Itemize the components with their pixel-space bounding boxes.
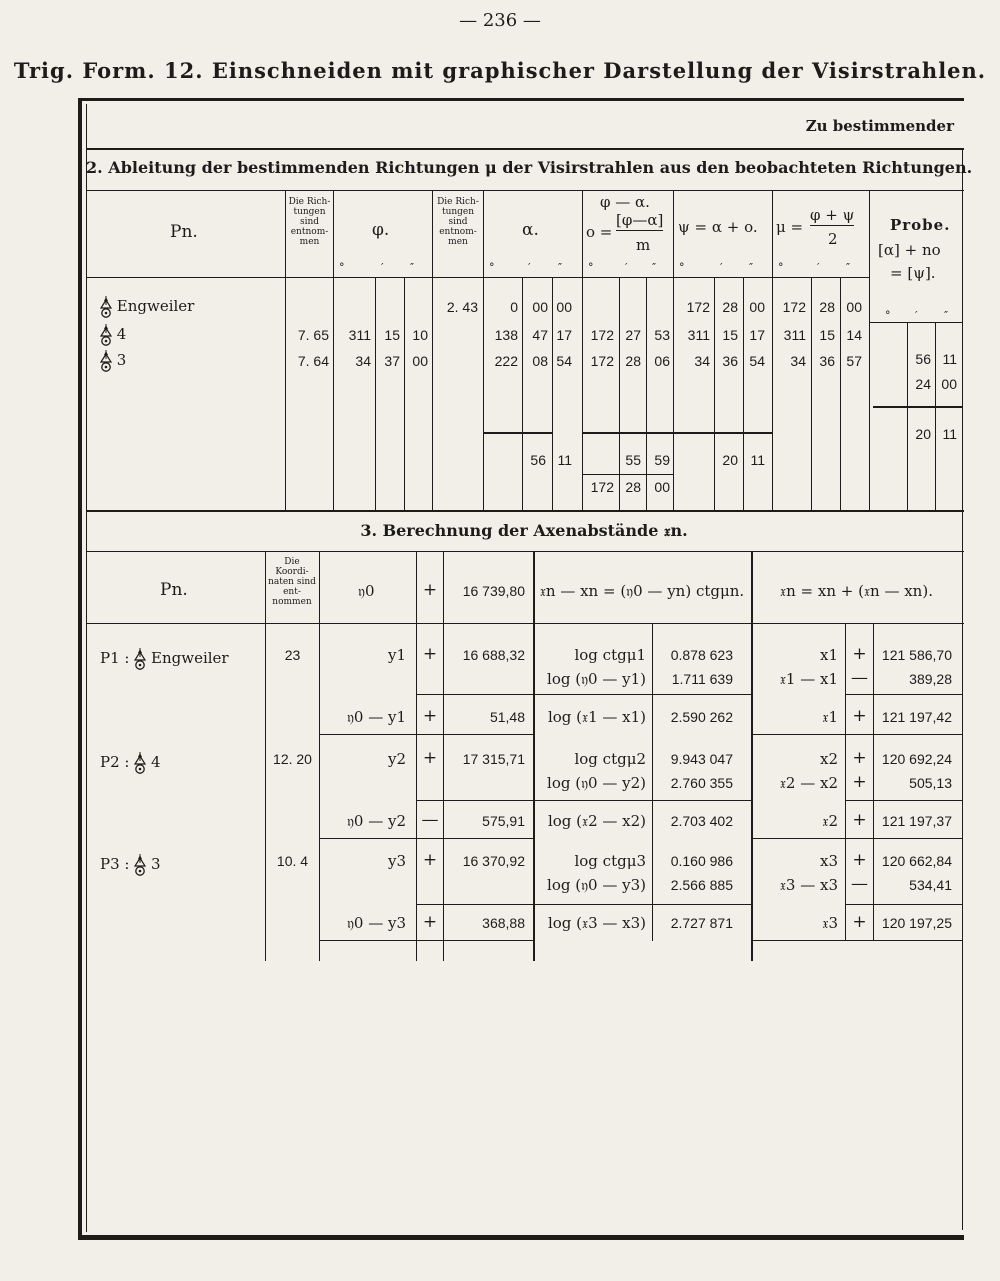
form-frame <box>78 98 973 1240</box>
s2-col-line <box>483 190 484 510</box>
trig-station-icon <box>134 752 146 772</box>
block-source: 12. 20 <box>273 751 312 767</box>
log-result-label: log (𝔵3 — x3) <box>547 914 646 932</box>
log-diff-value: 1.711 639 <box>671 671 733 687</box>
row-alpha-min: 47 <box>532 327 548 343</box>
s2-col-mu-den: 2 <box>828 230 838 248</box>
station-row <box>100 350 126 370</box>
block-source: 23 <box>284 647 301 663</box>
point-name: Engweiler <box>151 649 229 667</box>
row-o-sec: 06 <box>654 353 670 369</box>
s2-subcol-line <box>907 322 908 510</box>
log-diff-value: 2.760 355 <box>670 775 733 791</box>
row-source2: 2. 43 <box>446 299 478 315</box>
x-label: x1 <box>819 646 838 664</box>
row-psi-sec: 17 <box>749 327 765 343</box>
y-sign: + <box>422 644 438 664</box>
log-result-label: log (𝔵2 — x2) <box>547 812 646 830</box>
probe-val-1-min: 56 <box>915 351 931 367</box>
dx-sign: — <box>851 874 868 894</box>
row-mu-sec: 00 <box>846 299 862 315</box>
block-point <box>100 752 161 772</box>
row-psi-min: 28 <box>722 299 738 315</box>
row-alpha-min: 08 <box>532 353 548 369</box>
o-sum-seconds: 59 <box>654 452 670 468</box>
s3-formula-mid: 𝔵n — xn = (𝔶0 — yn) ctgμn. <box>539 582 745 600</box>
row-source1: 7. 64 <box>297 353 329 369</box>
o-sum-minutes: 55 <box>625 452 641 468</box>
s2-col-alpha: α. <box>522 220 539 240</box>
s2-col-o-num: [φ—α] <box>616 211 664 229</box>
result-value: 121 197,37 <box>881 813 952 829</box>
s2-col-line <box>772 190 773 510</box>
trig-station-icon <box>100 324 112 344</box>
log-ctg-label: log ctgμ1 <box>574 646 646 664</box>
row-mu-min: 36 <box>819 353 835 369</box>
s3-col-source: Die Koordi-naten sind ent-nommen <box>268 557 316 607</box>
diff-value: 368,88 <box>482 915 525 931</box>
diff-label: 𝔶0 — y3 <box>346 914 406 932</box>
row-o-deg: 172 <box>590 327 614 343</box>
log-result-value: 2.590 262 <box>670 709 733 725</box>
s2-col-source1: Die Rich-tungen sind entnom-men <box>288 197 331 247</box>
s3-y0-label: 𝔶0 <box>358 582 375 600</box>
section3-top-rule <box>86 510 964 512</box>
station-row <box>100 296 194 316</box>
s3-rule <box>751 838 962 839</box>
row-phi-sec: 10 <box>412 327 428 343</box>
unit-mark: ″ <box>652 261 657 274</box>
s2-col-o-eq: o = <box>586 223 613 241</box>
s2-header-bottom-rule <box>86 277 869 278</box>
result-sign: + <box>852 706 867 726</box>
s3-rule <box>533 800 751 801</box>
trig-station-icon <box>100 296 112 316</box>
unit-mark: ° <box>778 261 784 274</box>
probe-val-3-min: 20 <box>915 426 931 442</box>
row-phi-deg: 34 <box>355 353 371 369</box>
alpha-sum-seconds: 11 <box>557 452 572 468</box>
row-mu-min: 28 <box>819 299 835 315</box>
section2-heading: 2. Ableitung der bestimmenden Richtungen μ der Visirstrahlen aus den beobachteten Richtungen. <box>86 158 973 177</box>
row-psi-sec: 00 <box>749 299 765 315</box>
x-sign: + <box>852 644 867 664</box>
y-label: y2 <box>387 750 406 768</box>
result-label: 𝔵2 <box>822 812 838 830</box>
section2-header-rule <box>86 190 964 191</box>
dx-sign: + <box>852 772 867 792</box>
dx-sign: — <box>851 668 868 688</box>
result-label: 𝔵1 <box>822 708 838 726</box>
s3-rule <box>416 904 533 905</box>
row-o-deg: 172 <box>590 353 614 369</box>
unit-mark: ″ <box>846 261 851 274</box>
psi-sum-rule <box>673 432 772 434</box>
log-ctg-label: log ctgμ2 <box>574 750 646 768</box>
diff-label: 𝔶0 — y1 <box>346 708 406 726</box>
unit-mark: ° <box>885 309 891 322</box>
unit-mark: ′ <box>625 261 628 274</box>
row-alpha-deg: 222 <box>494 353 518 369</box>
dx-label: 𝔵1 — x1 <box>779 670 838 688</box>
x-sign: + <box>852 850 867 870</box>
s2-col-line <box>285 190 286 510</box>
x-label: x3 <box>819 852 838 870</box>
unit-mark: ′ <box>720 261 723 274</box>
row-o-sec: 53 <box>654 327 670 343</box>
y-sign: + <box>422 748 438 768</box>
s2-col-source2: Die Rich-tungen sind entnom-men <box>437 197 479 247</box>
result-value: 121 197,42 <box>881 709 952 725</box>
s2-col-mu-num: φ + ψ <box>810 206 855 224</box>
log-result-label: log (𝔵1 — x1) <box>547 708 646 726</box>
s3-rule <box>533 694 751 695</box>
row-mu-sec: 57 <box>846 353 862 369</box>
s2-col-line <box>432 190 433 510</box>
diff-sign: + <box>422 912 438 932</box>
s2-col-line <box>869 190 870 510</box>
row-alpha-deg: 138 <box>494 327 518 343</box>
y-value: 17 315,71 <box>462 751 525 767</box>
unit-mark: ″ <box>410 261 415 274</box>
probe-val-1-sec: 11 <box>942 351 957 367</box>
probe-val-2-sec: 00 <box>941 376 957 392</box>
row-alpha-sec: 54 <box>556 353 572 369</box>
trig-station-icon <box>100 350 112 370</box>
log-ctg-value: 0.878 623 <box>670 647 733 663</box>
block-point <box>100 648 229 668</box>
s2-col-line <box>582 190 583 510</box>
point-label: P3 : <box>100 855 130 873</box>
form-title: Trig. Form. 12. Einschneiden mit graphischer Darstellung der Visirstrahlen. <box>13 58 987 83</box>
s3-col-pn: Pn. <box>160 580 188 600</box>
y-value: 16 370,92 <box>462 853 525 869</box>
probe-sub-rule <box>869 322 962 323</box>
s2-col-probe-result: = [ψ]. <box>890 264 936 282</box>
station-name: 3 <box>116 351 127 369</box>
row-mu-min: 15 <box>819 327 835 343</box>
s3-rule <box>319 838 533 839</box>
section3-header-bottom-rule <box>86 623 964 624</box>
row-psi-min: 15 <box>722 327 738 343</box>
diff-sign: — <box>421 810 439 830</box>
diff-sign: + <box>422 706 438 726</box>
psi-sum-minutes: 20 <box>722 452 738 468</box>
log-result-value: 2.727 871 <box>670 915 733 931</box>
header-right-label: Zu bestimmender <box>805 117 954 135</box>
section3-heading: 3. Berechnung der Axenabstände 𝔵n. <box>360 521 688 540</box>
diff-label: 𝔶0 — y2 <box>346 812 406 830</box>
x-value: 120 692,24 <box>881 751 952 767</box>
probe-val-2-min: 24 <box>915 376 931 392</box>
unit-mark: ′ <box>528 261 531 274</box>
s2-col-line <box>333 190 334 510</box>
row-mu-deg: 311 <box>783 327 806 343</box>
result-label: 𝔵3 <box>822 914 838 932</box>
o-sum-rule <box>582 432 673 434</box>
result-value: 120 197,25 <box>881 915 952 931</box>
log-result-value: 2.703 402 <box>670 813 733 829</box>
row-alpha-min: 00 <box>532 299 548 315</box>
row-alpha-sec: 00 <box>556 299 572 315</box>
unit-mark: ″ <box>944 309 949 322</box>
s2-col-mu-eq: μ = <box>776 218 804 236</box>
s3-rule <box>845 694 962 695</box>
s3-rule <box>845 800 962 801</box>
row-phi-sec: 00 <box>412 353 428 369</box>
dx-value: 505,13 <box>909 775 952 791</box>
dx-label: 𝔵2 — x2 <box>779 774 838 792</box>
s3-rule <box>416 800 533 801</box>
s3-rule <box>751 940 962 941</box>
row-psi-sec: 54 <box>749 353 765 369</box>
row-o-min: 28 <box>625 353 641 369</box>
page-number: — 236 — <box>459 10 541 31</box>
unit-mark: ′ <box>915 309 918 322</box>
alpha-sum-minutes: 56 <box>530 452 546 468</box>
unit-mark: ′ <box>381 261 384 274</box>
row-phi-min: 15 <box>384 327 400 343</box>
result-sign: + <box>852 912 867 932</box>
probe-sum-rule <box>873 406 962 408</box>
station-row <box>100 324 126 344</box>
s2-col-o-top: φ — α. <box>600 193 650 211</box>
row-mu-deg: 172 <box>782 299 806 315</box>
y-value: 16 688,32 <box>462 647 525 663</box>
trig-station-icon <box>134 648 146 668</box>
row-phi-min: 37 <box>384 353 400 369</box>
dx-value: 389,28 <box>909 671 952 687</box>
s3-rule <box>319 940 533 941</box>
row-alpha-sec: 17 <box>556 327 572 343</box>
unit-mark: ° <box>679 261 685 274</box>
x-label: x2 <box>819 750 838 768</box>
point-name: 3 <box>151 855 161 873</box>
o-result-seconds: 00 <box>654 479 670 495</box>
s2-subcol-line <box>935 322 936 510</box>
s3-rule <box>319 734 533 735</box>
log-ctg-value: 0.160 986 <box>670 853 733 869</box>
row-mu-sec: 14 <box>846 327 862 343</box>
y-label: y1 <box>387 646 406 664</box>
row-phi-deg: 311 <box>348 327 371 343</box>
log-diff-label: log (𝔶0 — y2) <box>547 774 646 792</box>
log-diff-label: log (𝔶0 — y3) <box>547 876 646 894</box>
s2-subcol-line <box>404 278 405 510</box>
block-point <box>100 854 161 874</box>
station-name: Engweiler <box>116 297 195 315</box>
probe-val-3-sec: 11 <box>942 426 957 442</box>
unit-mark: ″ <box>749 261 754 274</box>
station-name: 4 <box>116 325 127 343</box>
row-source1: 7. 65 <box>297 327 329 343</box>
diff-value: 51,48 <box>489 709 525 725</box>
dx-label: 𝔵3 — x3 <box>779 876 838 894</box>
o-result-minutes: 28 <box>625 479 641 495</box>
row-psi-min: 36 <box>722 353 738 369</box>
s2-col-phi: φ. <box>372 220 390 240</box>
block-source: 10. 4 <box>276 853 309 869</box>
s3-rule <box>416 694 533 695</box>
y-label: y3 <box>387 852 406 870</box>
dx-value: 534,41 <box>909 877 952 893</box>
row-psi-deg: 311 <box>687 327 710 343</box>
result-sign: + <box>852 810 867 830</box>
diff-value: 575,91 <box>482 813 525 829</box>
s2-subcol-line <box>619 278 620 510</box>
section2-top-rule <box>86 148 964 150</box>
row-alpha-deg: 0 <box>510 299 518 315</box>
x-value: 120 662,84 <box>881 853 952 869</box>
o-result-rule <box>582 474 673 475</box>
s3-formula-right: 𝔵n = xn + (𝔵n — xn). <box>780 582 933 600</box>
section3-header-rule <box>86 551 964 552</box>
unit-mark: ° <box>339 261 345 274</box>
s2-col-o-den: m <box>636 236 651 254</box>
s2-col-line <box>673 190 674 510</box>
trig-station-icon <box>134 854 146 874</box>
alpha-sum-rule <box>483 432 552 434</box>
psi-sum-seconds: 11 <box>750 452 765 468</box>
s2-subcol-line <box>375 278 376 510</box>
log-ctg-value: 9.943 047 <box>670 751 733 767</box>
point-name: 4 <box>151 753 161 771</box>
log-ctg-label: log ctgμ3 <box>574 852 646 870</box>
unit-mark: ′ <box>817 261 820 274</box>
point-label: P2 : <box>100 753 130 771</box>
o-result-degrees: 172 <box>590 479 614 495</box>
y-sign: + <box>422 850 438 870</box>
unit-mark: ° <box>489 261 495 274</box>
x-value: 121 586,70 <box>881 647 952 663</box>
unit-mark: ° <box>588 261 594 274</box>
point-label: P1 : <box>100 649 130 667</box>
s2-col-probe: Probe. <box>890 216 951 234</box>
row-mu-deg: 34 <box>790 353 806 369</box>
s3-rule <box>845 904 962 905</box>
log-diff-label: log (𝔶0 — y1) <box>547 670 646 688</box>
s3-rule <box>533 904 751 905</box>
s3-y0-value: 16 739,80 <box>462 583 525 599</box>
frame-right-border <box>962 148 963 1230</box>
s2-col-pn: Pn. <box>170 222 198 242</box>
log-diff-value: 2.566 885 <box>670 877 733 893</box>
s2-subcol-line <box>646 278 647 510</box>
row-psi-deg: 34 <box>694 353 710 369</box>
unit-mark: ″ <box>558 261 563 274</box>
s2-col-psi: ψ = α + o. <box>678 218 758 236</box>
frame-inner-border <box>86 104 87 1232</box>
s3-y0-sign: + <box>422 580 438 600</box>
row-o-min: 27 <box>625 327 641 343</box>
row-psi-deg: 172 <box>686 299 710 315</box>
s3-rule <box>751 734 962 735</box>
s2-col-probe-formula: [α] + no <box>878 241 941 259</box>
x-sign: + <box>852 748 867 768</box>
